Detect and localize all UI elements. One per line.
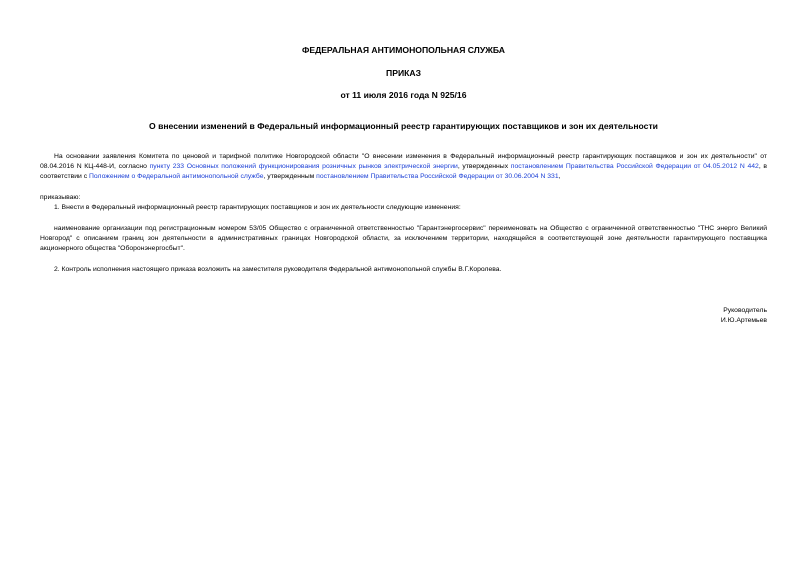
document-type: ПРИКАЗ: [386, 68, 421, 78]
paragraph-item-1: 1. Внести в Федеральный информационный реестр гарантирующих поставщиков и зон их деятельности следующие изменения:: [54, 204, 461, 211]
paragraph-rename: наименование организации под регистрационным номером 53/05 Общество с ограниченной ответственностью "Гарантэнергосервис" переименовать на Общество с ограниченной ответственностью "ТНС энерго Великий Новгород" с описанием границ зон деятельности в административных границах Новгородской области, за исключением территории, находящейся в соответствующей зоне деятельности гарантирующего поставщика акционерного общества "Оборонэнергосбыт".: [40, 225, 767, 253]
paragraph-basis: [40, 152, 767, 183]
signature-name: И.Ю.Артемьев: [720, 317, 767, 324]
link-resolution-442[interactable]: постановлением Правительства Российской Федерации от 04.05.2012 N 442: [510, 163, 759, 171]
basis-text: , в соответствии с: [40, 163, 767, 181]
paragraph-item-2: 2. Контроль исполнения настоящего приказа возложить на заместителя руководителя Федеральной антимонопольной службы В.Г.Королева.: [54, 266, 502, 273]
signature-position: Руководитель: [723, 307, 767, 314]
agency-name: ФЕДЕРАЛЬНАЯ АНТИМОНОПОЛЬНАЯ СЛУЖБА: [302, 45, 505, 55]
paragraph-order: приказываю:: [40, 194, 81, 201]
document-title: О внесении изменений в Федеральный информационный реестр гарантирующих поставщиков и зон их деятельности: [149, 121, 658, 131]
link-fas-regulation[interactable]: Положением о Федеральной антимонопольной службе: [89, 173, 264, 181]
document-date: от 11 июля 2016 года N 925/16: [340, 90, 467, 100]
link-clause-233[interactable]: пункту 233 Основных положений функционирования розничных рынков электрической энергии: [149, 163, 458, 171]
basis-text: , утвержденных: [457, 163, 511, 171]
basis-text: ,: [558, 173, 561, 181]
link-resolution-331[interactable]: постановлением Правительства Российской Федерации от 30.06.2004 N 331: [316, 173, 559, 181]
basis-text: На основании заявления Комитета по ценовой и тарифной политике Новгородской области "О внесении изменения в Федеральный информационный реестр гарантирующих поставщиков и зон их деятельности" от 08.04.2016 N КЦ-448-И, согласно: [40, 153, 767, 171]
basis-text: , утвержденным: [263, 173, 317, 181]
